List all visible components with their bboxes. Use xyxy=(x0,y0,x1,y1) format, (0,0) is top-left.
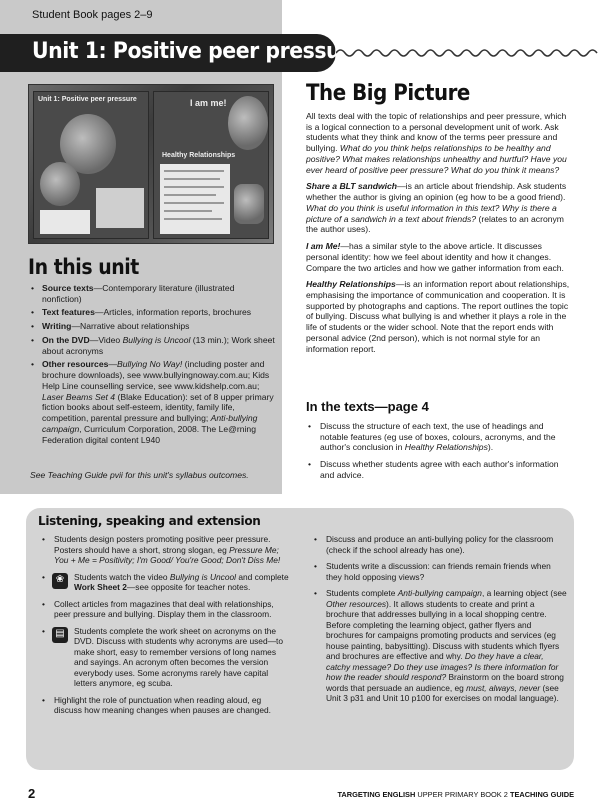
student-book-thumbnail xyxy=(28,84,274,244)
page-number: 2 xyxy=(28,786,36,800)
intro-paragraph: All texts deal with the topic of relationships and peer pressure, which is a logical connection to a personal development unit of work. Ask students what they think and know of the terms peer pressure and bullying. What do you think helps relationships to be healthy and positive? What makes relationships unhealthy and hurtful? Have you ever heard of positive peer pressure? What do you think it means? xyxy=(306,111,567,175)
girl-portrait xyxy=(228,96,268,150)
student-book-pages: Student Book pages 2–9 xyxy=(32,9,153,21)
list-item: • Students write a discussion: can friends remain friends when they hold opposing views? xyxy=(310,561,568,582)
extension-list-left xyxy=(38,534,290,722)
healthy-paragraph: Healthy Relationships—is an information report about relationships, emphasising the importance of communication and cooperation. It is supported by photographs and captions. The report outlines the topic of bullying. Discuss what bullying is and whether it plays a role in the life of students or the wider school. Note that the report ends with personal advice (2nd person), which is not normal style for an information report. xyxy=(306,279,570,354)
wavy-divider xyxy=(336,46,600,60)
thumbnail-right-heading: I am me! xyxy=(190,98,227,108)
sandwich-image xyxy=(96,188,144,228)
list-item: • ▤ Students complete the work sheet on acronyms on the DVD. Discuss with students why acronyms are used—to make short, easy to remember versions of long names and sayings. An acronym often becomes the version everybody uses. Some acronyms rarely have capital letters anymore, eg scuba. xyxy=(38,626,290,689)
thumbnail-right-page xyxy=(153,91,269,239)
list-item: • Writing—Narrative about relationships xyxy=(30,321,276,332)
iamme-paragraph: I am Me!—has a similar style to the above article. It discusses personal identity: how we feel about identity and how it changes. Compare the two articles and how we gather information from each. xyxy=(306,241,564,273)
share-paragraph: Share a BLT sandwich—is an article about friendship. Ask students whether the author is giving an opinion (eg how to be a good friend). What do you think is useful information in this text? Why is there a picture of a sandwich in a text about friends? (relates to an acronym the author uses). xyxy=(306,181,567,235)
list-item: • Source texts—Contemporary literature (illustrated nonfiction) xyxy=(30,283,276,304)
worksheet-icon: • ▤ xyxy=(52,627,68,643)
list-item: • ❀ Students watch the video Bullying is Uncool and complete Work Sheet 2—see opposite for teacher notes. xyxy=(38,572,290,593)
thumbnail-photo-small xyxy=(234,184,264,224)
big-picture-heading: The Big Picture xyxy=(306,81,470,106)
thumbnail-inner-heading: Healthy Relationships xyxy=(162,152,236,159)
girl-photo xyxy=(40,162,80,206)
in-the-texts-heading: In the texts—page 4 xyxy=(306,399,429,414)
list-item: • Students complete Anti-bullying campaign, a learning object (see Other resources). It allows students to create and print a brochure that addresses bullying in a local shopping centre. Before completing the learning object, gather flyers and brochures for campaigns promoting products and services (eg house painting, babysitting). Discuss with students which flyers and brochures are effective and why. Do they have a clear, catchy message? Do they use images? Is there information for how the reader should respond? Brainstorm on the board strong words that persuade an audience, eg must, always, never (see Unit 3 p31 and Unit 10 p100 for exercises on modal language). xyxy=(310,588,568,704)
book-footer: TARGETING ENGLISH UPPER PRIMARY BOOK 2 TEACHING GUIDE xyxy=(337,790,574,799)
list-item: • Discuss and produce an anti-bullying policy for the classroom (check if the school already has one). xyxy=(310,534,568,555)
in-the-texts-list xyxy=(306,421,574,487)
extension-list-right xyxy=(310,534,568,710)
thumbnail-left-page xyxy=(33,91,149,239)
list-item: • Students design posters promoting positive peer pressure. Posters should have a short, strong slogan, eg Pressure Me; You + Me = Positivity; I'm Good/ You're Good; Don't Diss Me! xyxy=(38,534,290,566)
list-item: • Collect articles from magazines that deal with relationships, peer pressure and bullying. Display them in the classroom. xyxy=(38,599,290,620)
list-item: • On the DVD—Video Bullying is Uncool (13 min.); Work sheet about acronyms xyxy=(30,335,276,356)
in-this-unit-heading: In this unit xyxy=(28,255,139,279)
list-item: • Highlight the role of punctuation when reading aloud, eg discuss how meaning changes when pauses are changed. xyxy=(38,695,290,716)
unit-title: Unit 1: Positive peer pressure xyxy=(32,39,364,64)
syllabus-note: See Teaching Guide pvii for this unit's syllabus outcomes. xyxy=(30,470,249,480)
thumbnail-left-heading: Unit 1: Positive peer pressure xyxy=(38,96,137,103)
film-reel-icon: • ❀ xyxy=(52,573,68,589)
thumbnail-text-box xyxy=(40,210,90,234)
list-item: • Discuss the structure of each text, the use of headings and notable features (eg use of boxes, colours, acronyms, and the author's conclusion in Healthy Relationships). xyxy=(306,421,574,453)
big-picture-body xyxy=(306,111,574,360)
in-this-unit-list xyxy=(30,283,276,448)
list-item: • Discuss whether students agree with each author's information and advice. xyxy=(306,459,574,480)
list-item: • Other resources—Bullying No Way! (including poster and brochure downloads), see www.bullyingnoway.com.au; Kids Help Line counselling service, see www.kidshelp.com.au; Laser Beams Set 4 (Blake Education): set of 8 upper primary fiction books about self-esteem, identity, family life, competition, parental pressure and bullying; Anti-bullying campaign, Curriculum Corporation, 2008. The Le@rning Federation digital content L940 xyxy=(30,359,276,445)
thumbnail-report-text xyxy=(160,164,230,234)
extension-heading: Listening, speaking and extension xyxy=(38,514,261,528)
list-item: • Text features—Articles, information reports, brochures xyxy=(30,307,276,318)
